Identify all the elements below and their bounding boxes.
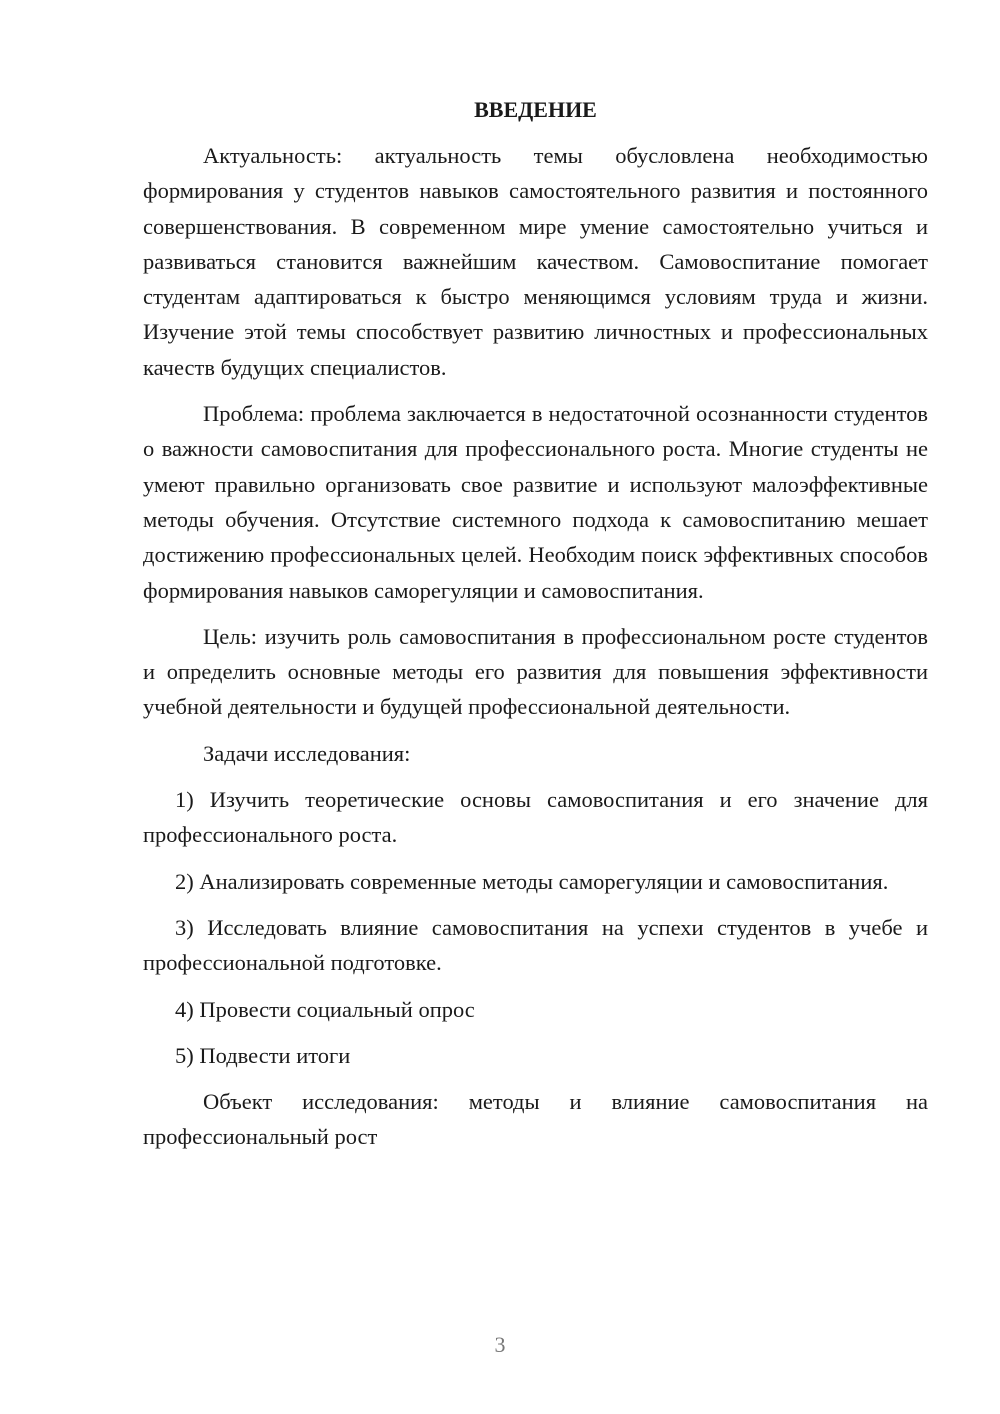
tasks-heading: Задачи исследования: — [203, 740, 411, 766]
page-title: ВВЕДЕНИЕ — [474, 97, 597, 122]
object-paragraph: Объект исследования: методы и влияние самовоспитания на профессиональный рост — [143, 1089, 928, 1150]
relevance-paragraph: Актуальность: актуальность темы обусловлена необходимостью формирования у студентов навыков самостоятельного развития и постоянного совершенствования. В современном мире умение самостоятельно учиться и развиваться становится важнейшим качеством. Самовоспитание помогает студентам адаптироваться к быстро меняющимся условиям труда и жизни. Изучение этой темы способствует развитию личностных и профессиональных качеств будущих специалистов. — [143, 143, 928, 380]
problem-paragraph: Проблема: проблема заключается в недостаточной осознанности студентов о важности самовоспитания для профессионального роста. Многие студенты не умеют правильно организовать свое развитие и используют малоэффективные методы обучения. Отсутствие системного подхода к самовоспитанию мешает достижению профессиональных целей. Необходим поиск эффективных способов формирования навыков саморегуляции и самовоспитания. — [143, 401, 928, 603]
page-content — [143, 92, 928, 1155]
page-number: 3 — [494, 1332, 506, 1357]
goal-paragraph: Цель: изучить роль самовоспитания в профессиональном росте студентов и определить основные методы его развития для повышения эффективности учебной деятельности и будущей профессиональной деятельности. — [143, 623, 928, 720]
task-item-2: 2) Анализировать современные методы саморегуляции и самовоспитания. — [175, 868, 889, 894]
task-item-4: 4) Провести социальный опрос — [175, 996, 475, 1022]
task-item-1: 1) Изучить теоретические основы самовоспитания и его значение для профессионального роста. — [143, 787, 928, 848]
task-item-5: 5) Подвести итоги — [175, 1042, 351, 1068]
task-item-3: 3) Исследовать влияние самовоспитания на успехи студентов в учебе и профессиональной подготовке. — [143, 914, 928, 976]
